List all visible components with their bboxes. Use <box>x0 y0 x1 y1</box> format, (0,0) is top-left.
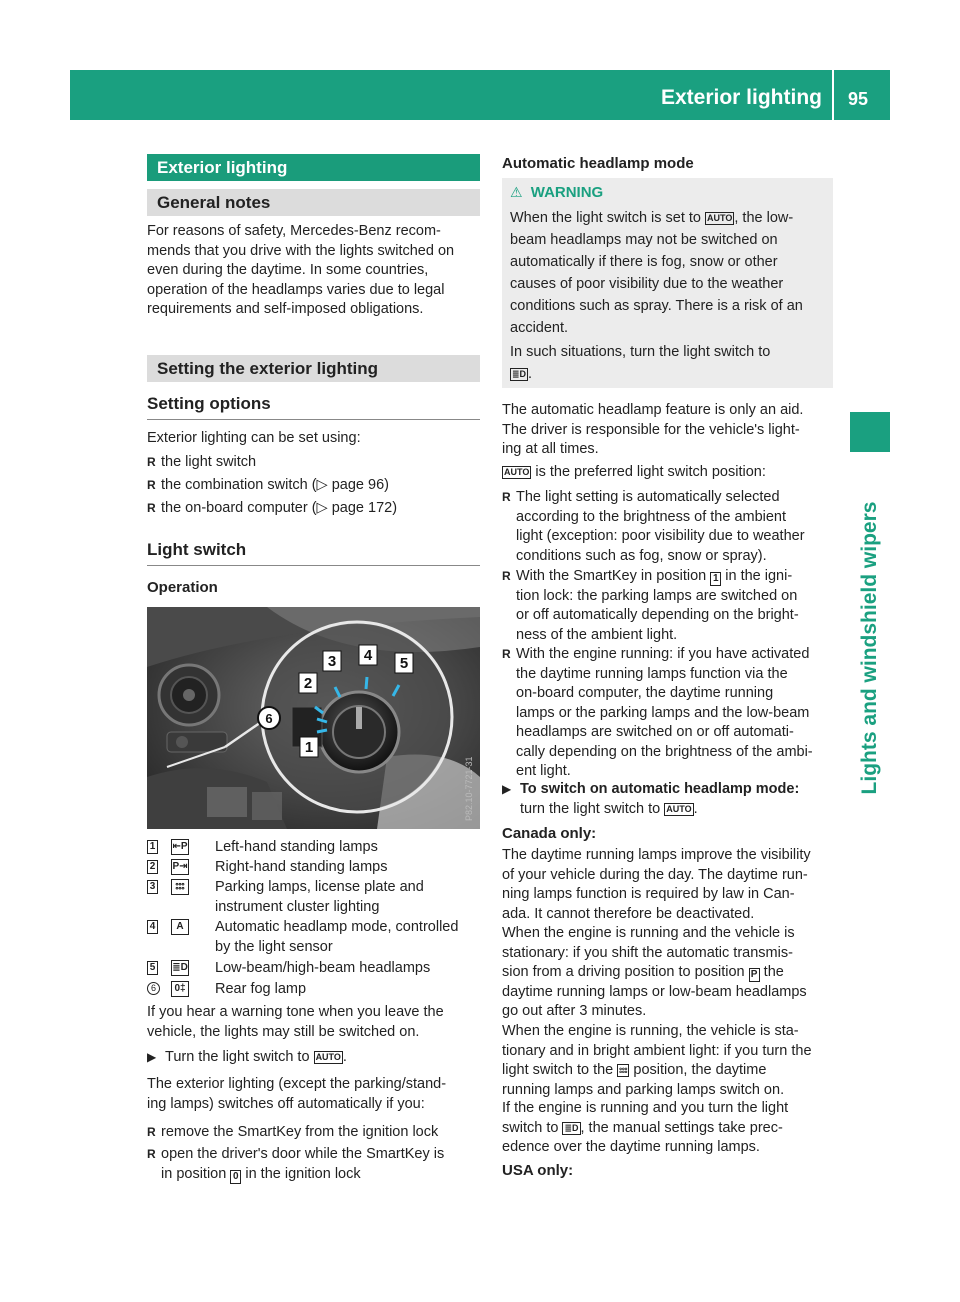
stationary-text: When the engine is running and the vehicle is stationary: if you shift the automatic transmis- sion from a driving position to position P the daytime running lamps or low-beam headlamps go out after 3 minutes. <box>502 925 807 1019</box>
header-divider <box>832 70 834 120</box>
low-beam-icon: ≣D <box>512 369 527 379</box>
legend-row-2: 2 P⇥ Right-hand standing lamps <box>147 858 480 878</box>
warning-situations: In such situations, turn the light switch to ≣D . <box>510 344 771 382</box>
callout-5: 5 <box>399 655 409 672</box>
low-beam-icon: ≣D <box>171 960 189 976</box>
heading-setting-options: Setting options <box>147 394 271 413</box>
heading-light-switch: Light switch <box>147 540 247 559</box>
parking-lamp-icon: ⦂⦂⦂ <box>171 879 189 895</box>
auto-icon: AUTO <box>504 467 530 477</box>
preferred-position-text: AUTO is the preferred light switch position: <box>504 464 766 480</box>
callout-3: 3 <box>327 653 337 670</box>
auto-icon: AUTO <box>707 213 733 223</box>
rear-fog-lamp-icon: 0‡ <box>171 981 189 997</box>
action-switch-on-auto: ▶ To switch on automatic headlamp mode: turn the light switch to AUTO . <box>502 780 838 819</box>
legend-row-3: 3 ⦂⦂⦂ Parking lamps, license plate and instrument cluster lighting <box>147 878 480 918</box>
parking-lamp-icon: ⦂⦂⦂ <box>619 1065 628 1075</box>
heading-canada-only: Canada only: <box>502 825 597 842</box>
bullet-open-door: R open the driver's door while the SmartKey is in position 0 in the ignition lock <box>147 1145 480 1184</box>
running-title: Exterior lighting <box>660 86 822 109</box>
rule-setting-options <box>147 419 480 420</box>
bullet-light-setting: R The light setting is automatically selected according to the brightness of the ambient light (exception: poor visibility due to weather conditions such as fog, snow or spray). <box>502 488 838 566</box>
auto-aid-text: The automatic headlamp feature is only an aid. The driver is responsible for the vehicle's light- ing at all times. <box>502 402 804 457</box>
warning-triangle-icon: ⚠ <box>510 184 523 200</box>
left-standing-lamp-icon: ⇤P <box>171 839 189 855</box>
legend-row-6: 6 0‡ Rear fog lamp <box>147 980 480 1000</box>
legend-row-4: 4 A Automatic headlamp mode, controlled by the light sensor <box>147 918 480 958</box>
auto-icon: AUTO <box>315 1052 341 1062</box>
callout-4: 4 <box>363 647 373 664</box>
side-tab-block <box>850 412 890 452</box>
auto-headlamp-icon: A <box>171 919 189 935</box>
heading-usa-only: USA only: <box>502 1162 574 1179</box>
manual-setting-text: If the engine is running and you turn the light switch to ≣D , the manual settings take prec- edence over the daytime running lamps. <box>502 1100 789 1155</box>
bullet-light-switch: R the light switch <box>147 453 256 473</box>
bullet-smartkey-position: R With the SmartKey in position 1 in the igni- tion lock: the parking lamps are switched on or off automatically depending on the bright- ness of the ambient light. <box>502 567 838 645</box>
bright-ambient-text: When the engine is running, the vehicle is sta- tionary and in bright ambient light: if you turn the light switch to the ⦂⦂⦂ position, the daytime running lamps and parking lamps switch on. <box>502 1023 812 1098</box>
setting-intro: Exterior lighting can be set using: <box>147 430 361 446</box>
bullet-onboard-computer: R the on-board computer (▷ page 172) <box>147 499 397 519</box>
callout-1: 1 <box>304 739 314 756</box>
right-standing-lamp-icon: P⇥ <box>171 859 189 875</box>
low-beam-icon: ≣D <box>564 1122 579 1133</box>
heading-automatic-headlamp-mode: Automatic headlamp mode <box>502 155 694 172</box>
rule-light-switch <box>147 565 480 566</box>
callout-2: 2 <box>303 675 313 692</box>
bullet-combination-switch: R the combination switch (▷ page 96) <box>147 476 389 496</box>
heading-setting-exterior-lighting: Setting the exterior lighting <box>147 355 480 382</box>
auto-icon: AUTO <box>666 803 692 814</box>
light-switch-photo <box>147 607 480 829</box>
section-title-exterior-lighting: Exterior lighting <box>147 154 480 181</box>
callout-6: 6 <box>265 711 273 726</box>
warning-text: When the light switch is set to AUTO , the low- beam headlamps may not be switched on automatically if there is fog, snow or other causes of poor visibility due to the weather conditions such as spray. There is a risk of an accident. <box>510 210 803 336</box>
page-number: 95 <box>848 89 869 109</box>
warning-tone-text: If you hear a warning tone when you leave the vehicle, the lights may still be switched on. <box>147 1004 444 1040</box>
heading-general-notes: General notes <box>147 189 480 216</box>
warning-title: ⚠ WARNING <box>510 184 604 201</box>
auto-off-text: The exterior lighting (except the parking/stand- ing lamps) switches off automatically if you: <box>147 1076 447 1112</box>
heading-operation: Operation <box>147 579 218 596</box>
legend-row-1: 1 ⇤P Left-hand standing lamps <box>147 838 480 858</box>
side-tab-title: Lights and windshield wipers <box>858 501 881 795</box>
canada-text: The daytime running lamps improve the visibility of your vehicle during the day. The daytime run- ning lamps function is required by law in Can- ada. It cannot therefore be deactivated. <box>502 847 811 922</box>
bullet-remove-smartkey: R remove the SmartKey from the ignition lock <box>147 1123 438 1143</box>
legend-row-5: 5 ≣D Low-beam/high-beam headlamps <box>147 959 480 979</box>
general-notes-text: For reasons of safety, Mercedes-Benz recom- mends that you drive with the lights switched on even during the daytime. In some countries, operation of the headlamps varies due to legal requirements and self-imposed obligations. <box>147 223 455 317</box>
light-switch-illustration <box>147 607 480 829</box>
photo-code: P82.10-7721-31 <box>464 756 474 821</box>
bullet-engine-running: R With the engine running: if you have activated the daytime running lamps function via the on-board computer, the daytime running lamps or the parking lamps and the low-beam headlamps are switched on or off automati- cally depending on the brightness of the ambi- ent light. <box>502 645 838 782</box>
action-turn-to-auto: ▶ Turn the light switch to AUTO . <box>147 1048 347 1068</box>
